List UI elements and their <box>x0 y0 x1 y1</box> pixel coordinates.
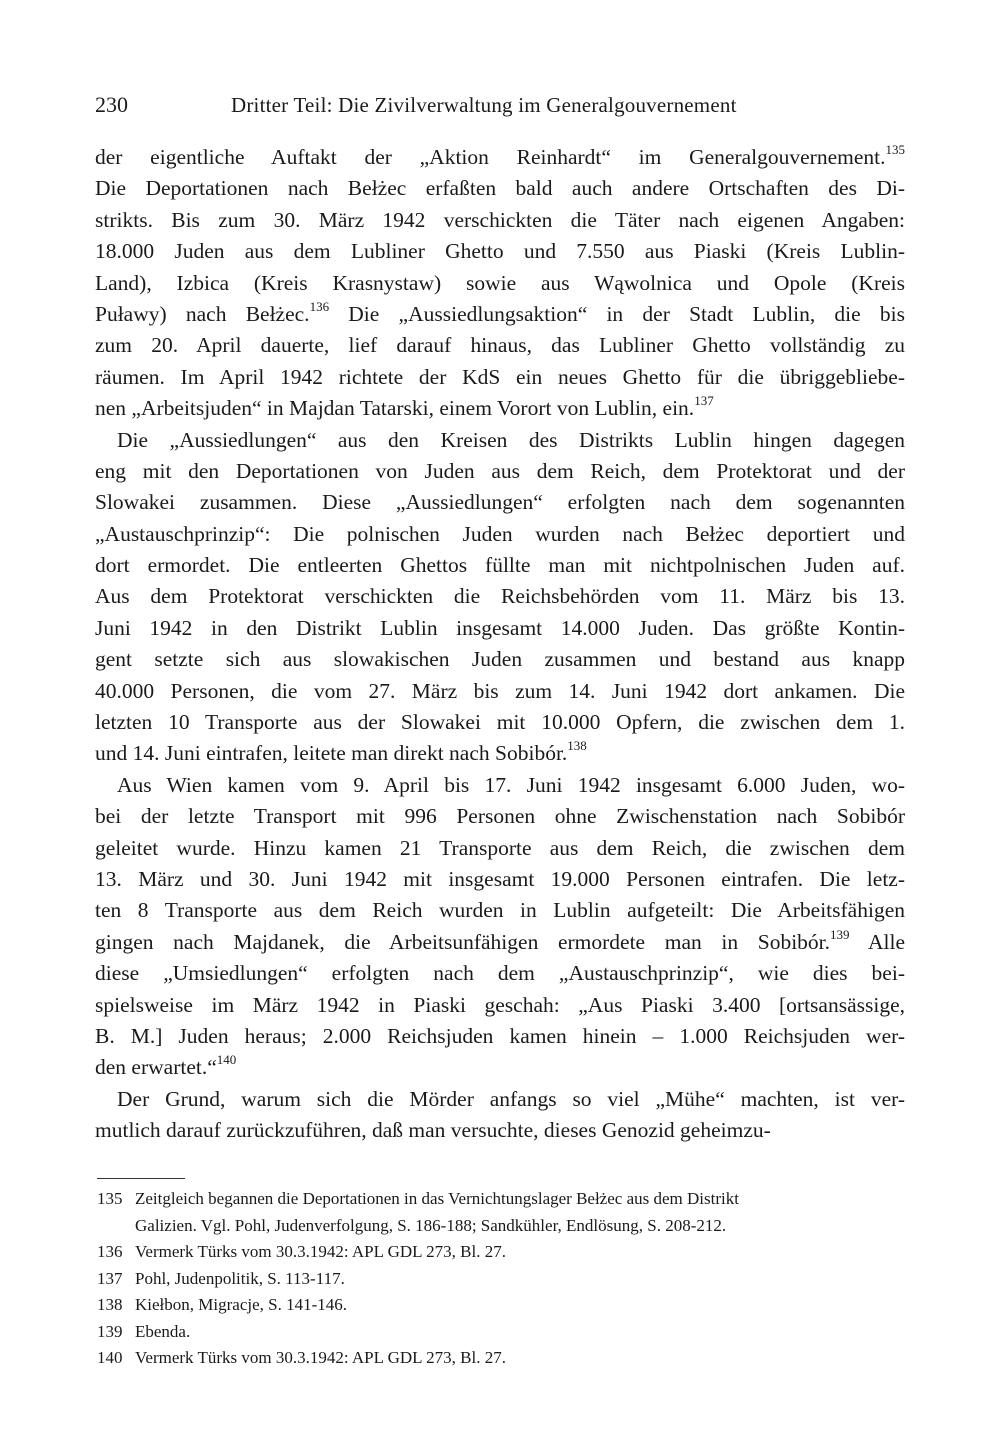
footnote-reference: 138 <box>567 738 587 754</box>
footnote-number: 140 <box>97 1348 123 1367</box>
text-line <box>95 1052 905 1083</box>
footnote-reference: 137 <box>694 392 714 408</box>
running-title: Dritter Teil: Die Zivilverwaltung im Generalgouvernement <box>231 93 737 117</box>
footnote-number: 136 <box>97 1242 123 1261</box>
text-line <box>95 205 905 236</box>
footnote-text: Vermerk Türks vom 30.3.1942: APL GDL 273, Bl. 27. <box>135 1242 506 1261</box>
line-text: nen „Arbeitsjuden“ in Majdan Tatarski, einem Vorort von Lublin, ein. <box>95 396 695 421</box>
text-line <box>95 393 905 424</box>
text-line <box>95 676 905 707</box>
line-text-continued: Die „Aussiedlungsaktion“ in der Stadt Lublin, die bis <box>329 301 906 326</box>
footnote-rule <box>97 1178 185 1179</box>
text-line <box>95 958 905 989</box>
footnote-line <box>97 1213 905 1240</box>
text-line <box>95 927 905 958</box>
footnote-line <box>97 1266 905 1293</box>
text-line <box>95 770 905 801</box>
text-line <box>95 236 905 267</box>
running-header <box>95 88 905 122</box>
text-line <box>95 142 905 173</box>
text-line <box>95 1084 905 1115</box>
line-text: Aus Wien kamen vom 9. April bis 17. Juni 1942 insgesamt 6.000 Juden, wo- <box>117 772 905 797</box>
line-text: und 14. Juni eintrafen, leitete man direkt nach Sobibór. <box>95 741 568 766</box>
text-line <box>95 519 905 550</box>
text-line <box>95 425 905 456</box>
footnote-reference: 139 <box>830 926 850 942</box>
footnote-number: 139 <box>97 1321 123 1341</box>
footnote-number: 135 <box>97 1189 123 1208</box>
text-line <box>95 456 905 487</box>
footnote-number: 137 <box>97 1268 123 1288</box>
page-number: 230 <box>95 92 128 117</box>
line-text: Aus dem Protektorat verschickten die Reichsbehörden vom 11. März bis 13. <box>95 584 905 609</box>
line-text: Die Deportationen nach Bełżec erfaßten bald auch andere Ortschaften des Di- <box>95 176 905 201</box>
footnote-text: Ebenda. <box>135 1321 191 1341</box>
footnote-line <box>97 1239 905 1266</box>
line-text: räumen. Im April 1942 richtete der KdS ein neues Ghetto für die übriggebliebe- <box>95 364 905 389</box>
text-line <box>95 330 905 361</box>
text-line <box>95 801 905 832</box>
text-line <box>95 707 905 738</box>
text-line <box>95 173 905 204</box>
line-text: Land), Izbica (Kreis Krasnystaw) sowie aus Wąwolnica und Opole (Kreis <box>95 270 905 295</box>
text-line <box>95 581 905 612</box>
text-line <box>95 362 905 393</box>
line-text: 40.000 Personen, die vom 27. März bis zum 14. Juni 1942 dort ankamen. Die <box>95 678 905 703</box>
paragraph <box>95 142 905 425</box>
line-text: zum 20. April dauerte, lief darauf hinaus, das Lubliner Ghetto vollständig zu <box>95 333 905 358</box>
footnote-text: Vermerk Türks vom 30.3.1942: APL GDL 273, Bl. 27. <box>135 1348 506 1367</box>
line-text: Die „Aussiedlungen“ aus den Kreisen des Distrikts Lublin hingen dagegen <box>117 427 905 452</box>
line-text: 13. März und 30. Juni 1942 mit insgesamt 19.000 Personen eintrafen. Die letz- <box>95 866 905 891</box>
line-text: Puławy) nach Bełżec. <box>95 301 310 326</box>
line-text: 18.000 Juden aus dem Lubliner Ghetto und 7.550 aus Piaski (Kreis Lublin- <box>95 239 905 264</box>
footnote-reference: 135 <box>885 141 905 157</box>
body-text <box>95 142 905 1147</box>
footnote-line <box>97 1345 905 1372</box>
paragraph <box>95 1084 905 1147</box>
line-text: der eigentliche Auftakt der „Aktion Reinhardt“ im Generalgouvernement. <box>95 145 886 169</box>
footnote-line <box>97 1186 905 1213</box>
line-text: Slowakei zusammen. Diese „Aussiedlungen“ erfolgten nach dem sogenannten <box>95 490 905 515</box>
line-text: spielsweise im März 1942 in Piaski geschah: „Aus Piaski 3.400 [ortsansässige, <box>95 992 905 1017</box>
footnote-reference: 140 <box>216 1052 237 1068</box>
footnote-line <box>97 1319 905 1346</box>
text-line <box>95 895 905 926</box>
line-text: gent setzte sich aus slowakischen Juden zusammen und bestand aus knapp <box>95 647 905 672</box>
line-text: „Austauschprinzip“: Die polnischen Juden wurden nach Bełżec deportiert und <box>95 521 905 546</box>
paragraph <box>95 770 905 1084</box>
line-text: den erwartet.“ <box>95 1055 217 1080</box>
text-line <box>95 644 905 675</box>
line-text: Der Grund, warum sich die Mörder anfangs so viel „Mühe“ machten, ist ver- <box>117 1086 905 1111</box>
text-line <box>95 613 905 644</box>
line-text: diese „Umsiedlungen“ erfolgten nach dem „Austauschprinzip“, wie dies bei- <box>95 961 905 986</box>
paragraph <box>95 425 905 770</box>
line-text: mutlich darauf zurückzuführen, daß man versuchte, dieses Genozid geheimzu- <box>95 1118 771 1143</box>
line-text: geleitet wurde. Hinzu kamen 21 Transporte aus dem Reich, die zwischen dem <box>95 835 905 860</box>
footnote-line <box>97 1292 905 1319</box>
line-text: letzten 10 Transporte aus der Slowakei mit 10.000 Opfern, die zwischen dem 1. <box>95 710 905 735</box>
line-text: ten 8 Transporte aus dem Reich wurden in Lublin aufgeteilt: Die Arbeitsfähigen <box>95 898 905 923</box>
text-line <box>95 990 905 1021</box>
footnote-text: Zeitgleich begannen die Deportationen in das Vernichtungslager Bełżec aus dem Distrikt <box>135 1189 739 1208</box>
footnotes <box>97 1186 905 1372</box>
footnote-text: Kiełbon, Migracje, S. 141-146. <box>135 1295 347 1314</box>
text-line <box>95 833 905 864</box>
footnote-reference: 136 <box>309 298 330 314</box>
footnote-number: 138 <box>97 1295 123 1314</box>
line-text: eng mit den Deportationen von Juden aus dem Reich, dem Protektorat und der <box>95 458 905 483</box>
text-line <box>95 487 905 518</box>
line-text-continued: Alle <box>849 929 905 954</box>
text-line <box>95 299 905 330</box>
text-line <box>95 1115 905 1146</box>
line-text: gingen nach Majdanek, die Arbeitsunfähigen ermordete man in Sobibór. <box>95 929 831 954</box>
line-text: B. M.] Juden heraus; 2.000 Reichsjuden kamen hinein – 1.000 Reichsjuden wer- <box>95 1023 905 1048</box>
line-text: strikts. Bis zum 30. März 1942 verschickten die Täter nach eigenen Angaben: <box>95 207 905 232</box>
line-text: bei der letzte Transport mit 996 Personen ohne Zwischenstation nach Sobibór <box>95 804 905 829</box>
text-line <box>95 550 905 581</box>
text-line <box>95 268 905 299</box>
footnote-text: Galizien. Vgl. Pohl, Judenverfolgung, S. 186-188; Sandkühler, Endlösung, S. 208-212. <box>135 1215 727 1235</box>
text-line <box>95 1021 905 1052</box>
text-line <box>95 738 905 769</box>
line-text: Juni 1942 in den Distrikt Lublin insgesamt 14.000 Juden. Das größte Kontin- <box>95 615 905 640</box>
footnote-text: Pohl, Judenpolitik, S. 113-117. <box>135 1268 345 1288</box>
text-line <box>95 864 905 895</box>
line-text: dort ermordet. Die entleerten Ghettos füllte man mit nichtpolnischen Juden auf. <box>95 553 905 578</box>
